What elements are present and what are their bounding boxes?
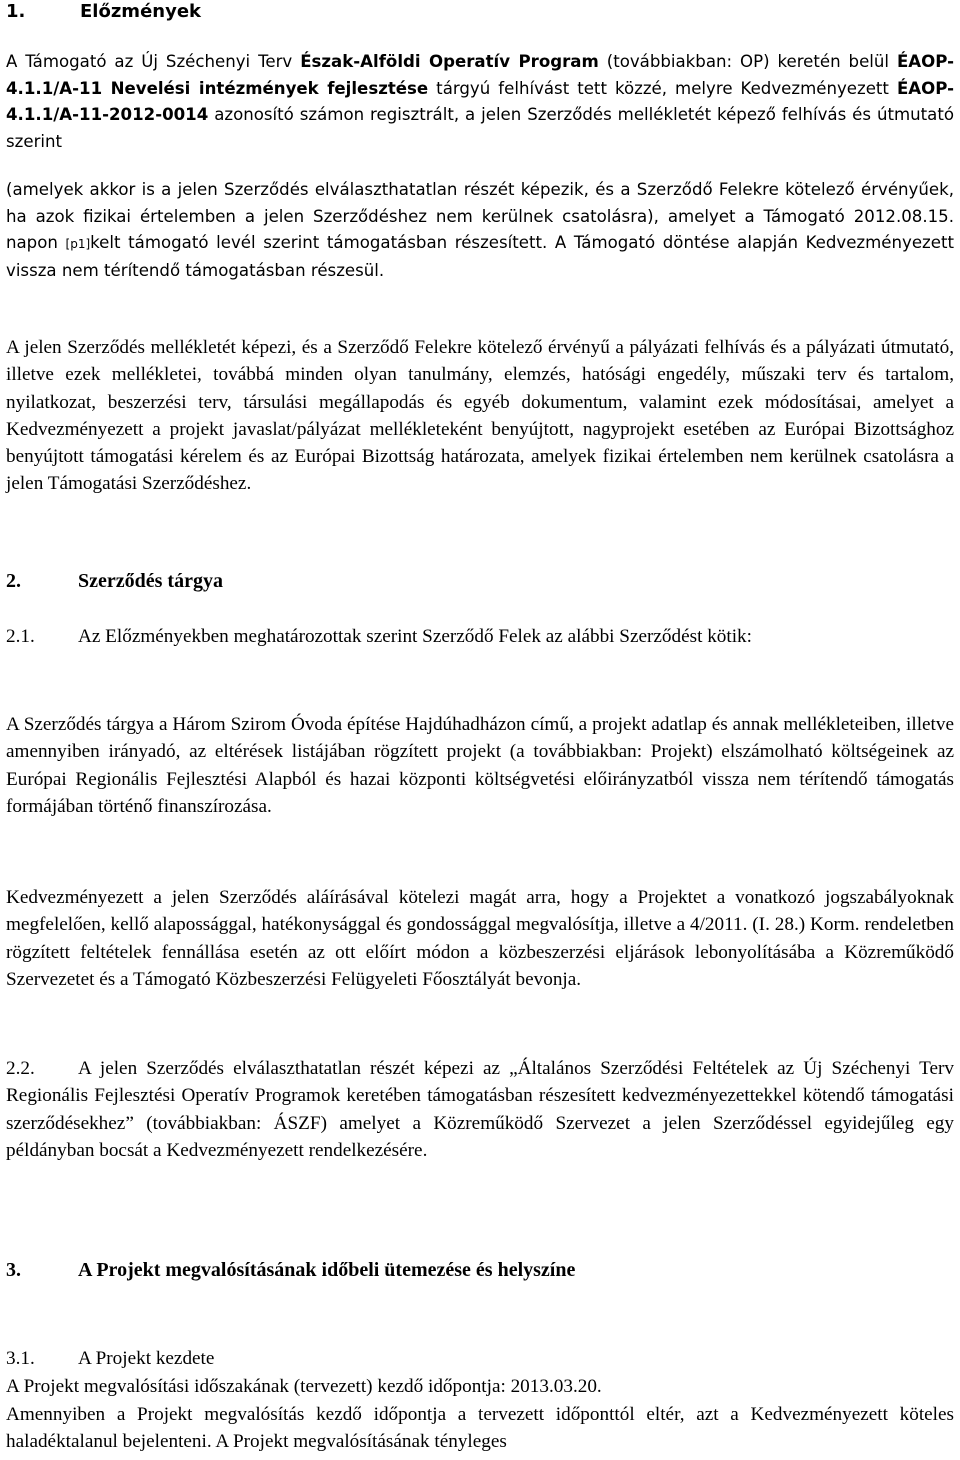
p2-comment-ref: [p1] — [65, 237, 91, 251]
section-1-heading — [6, 0, 954, 26]
clause-2-1-number: 2.1. — [6, 626, 35, 647]
section-2-heading — [6, 568, 954, 594]
section-3-title: A Projekt megvalósításának időbeli ütemezése és helyszíne — [78, 1259, 576, 1281]
project-start-date-line: A Projekt megvalósítási időszakának (tervezett) kezdő időpontja: 2013.03.20. — [6, 1376, 602, 1397]
clause-3-1-number: 3.1. — [6, 1348, 35, 1369]
obligation-paragraph: Kedvezményezett a jelen Szerződés aláírásával kötelezi magát arra, hogy a Projektet a vonatkozó jogszabályoknak megfelelően, kellő alapossággal, hatékonysággal és gondossággal megvalósítja, illetve a 4/2011. (I. 28.) Korm. rendeletben rögzített feltételek fennállása esetén az ott előírt módon a közbeszerzési eljárások lebonyolításába a Közreműködő Szervezetet és a Támogató Közbeszerzési Felügyeleti Főosztályát bevonja. — [6, 887, 954, 990]
section-2-number: 2. — [6, 570, 21, 592]
clause-2-1-text: Az Előzményekben meghatározottak szerint Szerződő Felek az alábbi Szerződést kötik: — [78, 626, 752, 647]
p1-text-c: (továbbiakban: OP) keretén belül — [598, 52, 897, 71]
section-1-title: Előzmények — [80, 1, 201, 22]
p1-text-a: A Támogató az Új Széchenyi Terv — [6, 52, 301, 71]
p2-text-a: (amelyek akkor is a jelen Szerződés elválaszthatatlan részét képezik, és a Szerződő Felekre kötelező érvényűek, ha azok fizikai értelemben a jelen Szerződéshez nem kerülnek csatolásra), amelyet a Támogató 2012.08.15. napon — [6, 180, 954, 252]
clause-2-2 — [6, 1055, 954, 1164]
clause-2-2-number: 2.2. — [6, 1058, 35, 1079]
section-3-heading — [6, 1257, 954, 1283]
section-1-paragraph-3: A jelen Szerződés mellékletét képezi, és a Szerződő Felekre kötelező érvényű a pályázati felhívás és a pályázati útmutató, illetve ezek mellékletei, továbbá minden olyan tanulmány, elemzés, hatósági engedély, műszaki terv és tartalom, nyilatkozat, beszerzési terv, társulási megállapodás és egyéb dokumentum, valamint ezek módosításai, amelyet a Kedvezményezett a projekt javaslat/pályázat mellékleteként benyújtott, nagyprojekt esetében az Európai Bizottsághoz benyújtott támogatási kérelem és az Európai Bizottság határozata, amelyek fizikai értelemben nem kerülnek csatolásra a jelen Támogatási Szerződéshez. — [6, 337, 954, 495]
p2-text-b: kelt támogató levél szerint támogatásban részesített. A Támogató döntése alapján Kedvezményezett vissza nem térítendő támogatásban részesül. — [6, 233, 954, 280]
section-1-paragraph-1 — [6, 49, 954, 155]
p1-project-id: ÉAOP-4.1.1/A-11-2012-0014 — [6, 78, 954, 124]
p1-call-name: ÉAOP-4.1.1/A-11 Nevelési intézmények fejlesztése — [6, 52, 954, 98]
clause-3-1-title: A Projekt kezdete — [78, 1348, 215, 1369]
section-1-number: 1. — [6, 1, 26, 22]
clause-2-2-text: A jelen Szerződés elválaszthatatlan részét képezi az „Általános Szerződési Feltételek az Új Széchenyi Terv Regionális Fejlesztési Operatív Programok keretében támogatásban részesített kedvezményezettekkel kötendő támogatási szerződésekhez” (továbbiakban: ÁSZF) amelyet a Közreműködő Szervezet a jelen Szerződéssel egyidejűleg egy példányban bocsát a Kedvezményezett rendelkezésére. — [6, 1058, 954, 1161]
contract-subject-paragraph: A Szerződés tárgya a Három Szirom Óvoda építése Hajdúhadházon című, a projekt adatlap és annak mellékleteiben, illetve amennyiben irányadó, az eltérések listájában rögzített projekt (a továbbiakban: Projekt) elszámolható költségeinek az Európai Regionális Fejlesztési Alapból és hazai központi költségvetési előirányzatból vissza nem térítendő támogatás formájában történő finanszírozása. — [6, 714, 954, 817]
project-start-deviation-paragraph: Amennyiben a Projekt megvalósítás kezdő időpontja a tervezett időponttól eltér, azt a Kedvezményezett köteles haladéktalanul bejelenteni. A Projekt megvalósításának tényleges — [6, 1404, 954, 1453]
p1-text-e: tárgyú felhívást tett közzé, melyre Kedvezményezett — [428, 78, 897, 98]
clause-2-1 — [6, 623, 954, 650]
p1-op-name: Észak-Alföldi Operatív Program — [300, 52, 599, 71]
section-3-number: 3. — [6, 1259, 21, 1281]
section-2-title: Szerződés tárgya — [78, 570, 223, 592]
p1-text-g: azonosító számon regisztrált, a jelen Szerződés mellékletét képező felhívás és útmutató szerint — [6, 105, 954, 151]
clause-3-1-heading — [6, 1345, 954, 1372]
section-1-paragraph-2 — [6, 177, 954, 284]
